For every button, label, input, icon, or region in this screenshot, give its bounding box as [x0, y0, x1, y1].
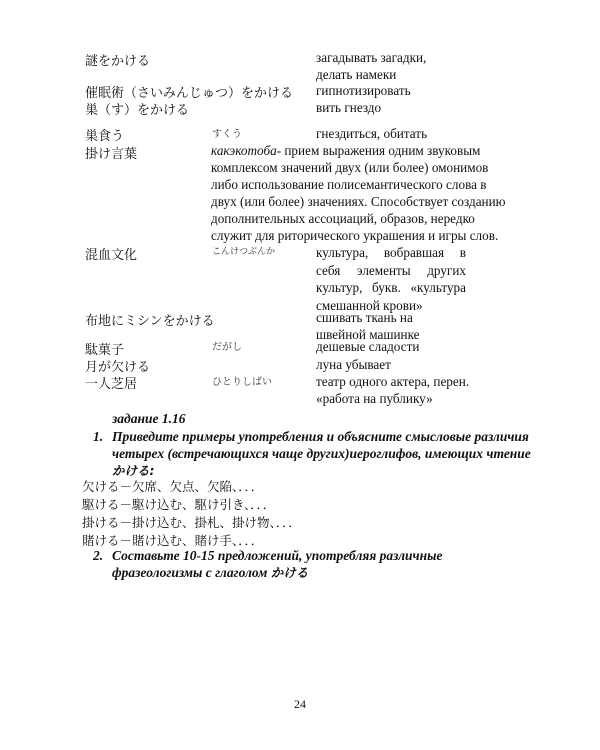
vocab-ru: сшивать ткань на швейной машинке	[316, 310, 420, 342]
task-heading: задание 1.16	[112, 411, 186, 426]
vocab-jp: 謎をかける	[85, 54, 151, 69]
example-line: 欠ける－欠席、欠点、欠陥、．．．	[82, 479, 264, 494]
vocab-reading: だがし	[212, 342, 242, 353]
vocab-ru: гипнотизировать	[316, 83, 411, 98]
vocab-jp: 布地にミシンをかける	[85, 314, 215, 329]
vocab-jp: 掛け言葉	[85, 147, 138, 162]
example-line: 賭ける－賭け込む、賭け手、．．．	[82, 533, 264, 548]
term-kakekotoba: какэкотоба	[211, 143, 277, 158]
task-item2-number: 2.	[93, 548, 104, 563]
task-item2-kana: かける	[270, 565, 309, 580]
example-line: 掛ける－掛け込む、掛札、掛け物、．．．	[82, 515, 301, 530]
task-item1	[112, 428, 532, 479]
vocab-jp: 催眠術（さいみんじゅつ）をかける	[85, 86, 294, 101]
vocab-ru: луна убывает	[316, 357, 391, 372]
vocab-jp: 駄菓子	[85, 343, 125, 358]
task-item2	[112, 547, 512, 581]
task-item1-text: Приведите примеры употребления и объясните смысловые различия четырех (встречающихся чаще других)иероглифов, имеющих чтение	[112, 429, 531, 461]
vocab-reading: ひとりしばい	[212, 377, 272, 388]
vocab-jp: 巣（す）をかける	[85, 103, 190, 118]
vocab-ru: культура, вобравшая в себя элементы других культур, букв. «культура смешанной крови»	[316, 245, 466, 313]
vocab-ru: дешевые сладости	[316, 339, 420, 354]
vocab-jp: 一人芝居	[85, 377, 138, 392]
page-number: 24	[294, 697, 306, 711]
vocab-reading: こんけつぶんか	[212, 247, 276, 257]
example-line: 駆ける－駆け込む、駆け引き、．．．	[82, 497, 276, 512]
vocab-jp: 月が欠ける	[85, 360, 151, 375]
term-definition: - прием выражения одним звуковым комплексом значений двух (или более) омонимов либо использование полисемантического слова в двух (или более) значениях. Способствует созданию дополнительных ассоциаций, образов, нередко служит для риторического украшения и игры слов.	[211, 143, 506, 243]
vocab-reading: すくう	[212, 129, 242, 140]
task-item2-text: Составьте 10-15 предложений, употребляя различные фразеологизмы с глаголом	[112, 548, 443, 580]
task-item1-number: 1.	[93, 429, 104, 444]
vocab-jp: 混血文化	[85, 248, 138, 263]
vocab-ru: гнездиться, обитать	[316, 126, 428, 141]
vocab-ru: загадывать загадки, делать намеки	[316, 50, 427, 82]
vocab-jp: 巣食う	[85, 129, 125, 144]
vocab-ru: вить гнездо	[316, 100, 382, 115]
task-item1-kana: かける:	[112, 463, 155, 478]
vocab-ru-definition	[211, 142, 508, 244]
vocab-ru: театр одного актера, перен. «работа на публику»	[316, 374, 470, 406]
